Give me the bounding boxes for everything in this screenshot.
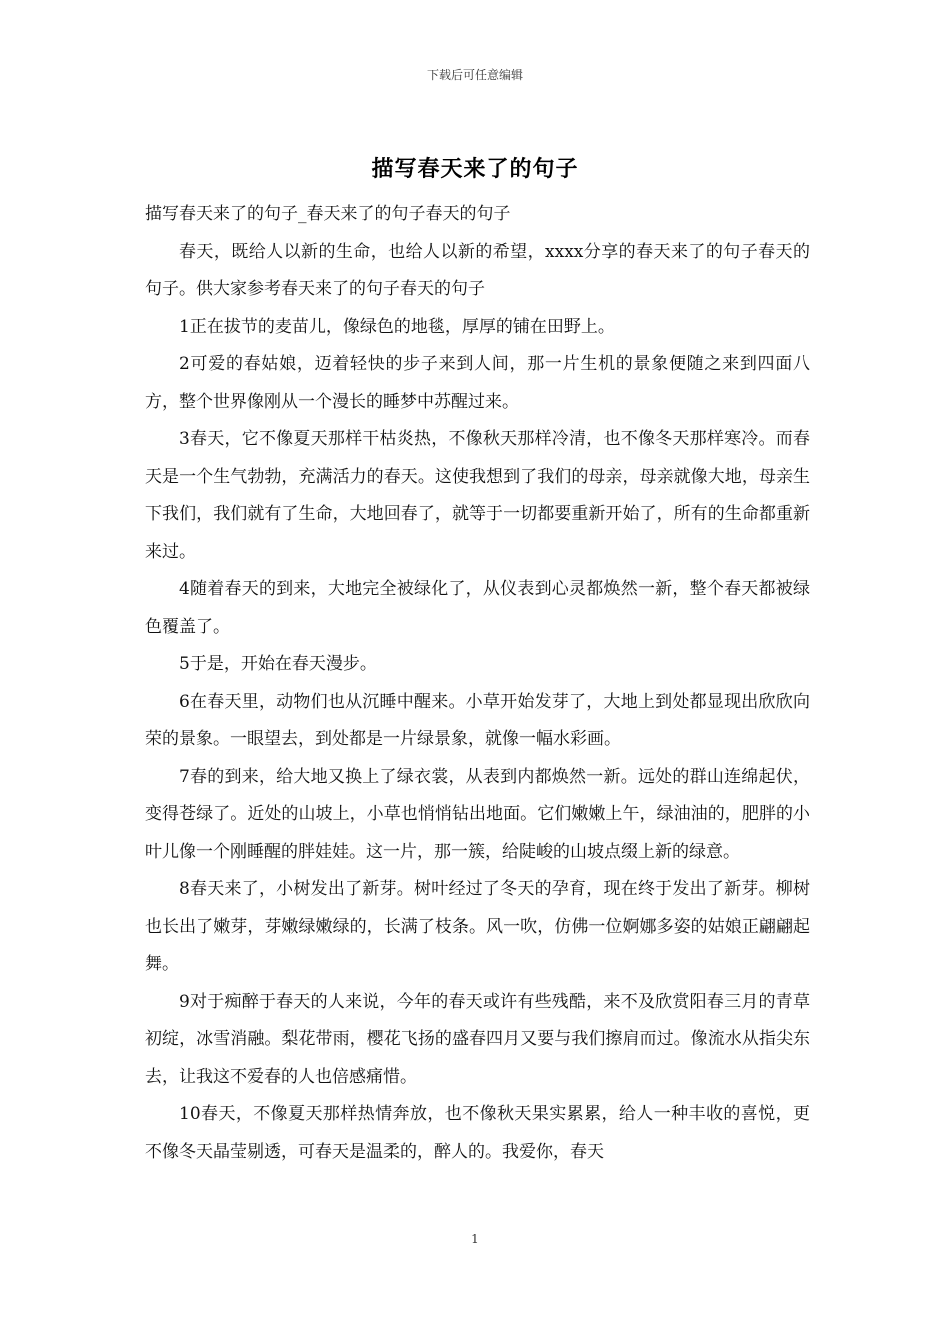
paragraph-1: 1正在拔节的麦苗儿，像绿色的地毯，厚厚的铺在田野上。	[179, 316, 615, 337]
paragraph-intro: 春天，既给人以新的生命，也给人以新的希望，xxxx分享的春天来了的句子春天的句子。供大家参考春天来了的句子春天的句子	[145, 241, 810, 299]
paragraph-6: 6在春天里，动物们也从沉睡中醒来。小草开始发芽了，大地上到处都显现出欣欣向荣的景象。一眼望去，到处都是一片绿景象，就像一幅水彩画。	[145, 691, 810, 749]
paragraph-10: 10春天，不像夏天那样热情奔放，也不像秋天果实累累，给人一种丰收的喜悦，更不像冬天晶莹剔透，可春天是温柔的，醉人的。我爱你，春天	[145, 1104, 810, 1162]
document-body	[145, 196, 810, 1171]
paragraph-2: 2可爱的春姑娘，迈着轻快的步子来到人间，那一片生机的景象便随之来到四面八方，整个世界像刚从一个漫长的睡梦中苏醒过来。	[145, 354, 810, 412]
paragraph-8: 8春天来了，小树发出了新芽。树叶经过了冬天的孕育，现在终于发出了新芽。柳树也长出了嫩芽，芽嫩绿嫩绿的，长满了枝条。风一吹，仿佛一位婀娜多姿的姑娘正翩翩起舞。	[145, 879, 810, 974]
document-subtitle: 描写春天来了的句子_春天来了的句子春天的句子	[145, 204, 511, 224]
paragraph-4: 4随着春天的到来，大地完全被绿化了，从仪表到心灵都焕然一新，整个春天都被绿色覆盖了。	[145, 579, 810, 637]
paragraph-3: 3春天，它不像夏天那样干枯炎热，不像秋天那样冷清，也不像冬天那样寒冷。而春天是一个生气勃勃，充满活力的春天。这使我想到了我们的母亲，母亲就像大地，母亲生下我们，我们就有了生命，大地回春了，就等于一切都要重新开始了，所有的生命都重新来过。	[145, 429, 810, 562]
header-note: 下载后可任意编辑	[426, 68, 523, 82]
paragraph-9: 9对于痴醉于春天的人来说，今年的春天或许有些残酷，来不及欣赏阳春三月的青草初绽，冰雪消融。梨花带雨，樱花飞扬的盛春四月又要与我们擦肩而过。像流水从指尖东去，让我这不爱春的人也倍感痛惜。	[145, 991, 810, 1087]
document-title: 描写春天来了的句子	[371, 156, 579, 182]
paragraph-5: 5于是，开始在春天漫步。	[179, 654, 377, 674]
page-number: 1	[471, 1232, 479, 1246]
paragraph-7: 7春的到来，给大地又换上了绿衣裳，从表到内都焕然一新。远处的群山连绵起伏，变得苍绿了。近处的山坡上，小草也悄悄钻出地面。它们嫩嫩上午，绿油油的，肥胖的小叶儿像一个刚睡醒的胖娃娃。这一片，那一簇，给陡峻的山坡点缀上新的绿意。	[145, 766, 810, 862]
